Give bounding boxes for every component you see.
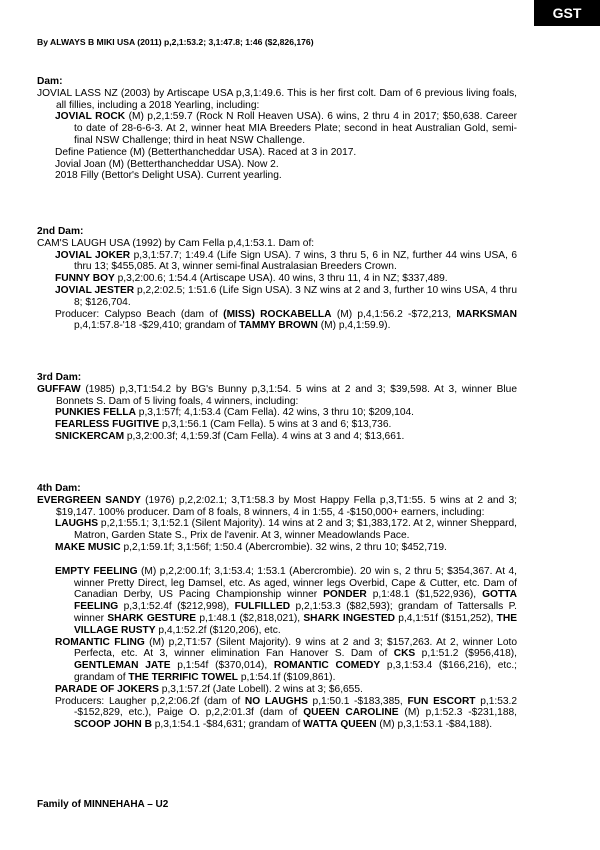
horse-name: (MISS) ROCKABELLA <box>223 308 332 320</box>
horse-name: QUEEN CAROLINE <box>303 707 399 719</box>
horse-name: THE TERRIFIC TOWEL <box>128 671 238 683</box>
second-dam-heading: 2nd Dam: <box>37 226 84 237</box>
third-dam-heading: 3rd Dam: <box>37 372 82 383</box>
dam-entry <box>37 285 517 309</box>
horse-name: PUNKIES FELLA <box>55 407 136 419</box>
producer-entry <box>37 309 517 333</box>
entry-text: p,1:48.1 ($2,818,021), <box>196 612 304 624</box>
horse-name: GENTLEMAN JATE <box>74 660 171 672</box>
dam-entry <box>37 684 517 696</box>
horse-name: MAKE MUSIC <box>55 541 121 553</box>
dam-entry <box>37 407 517 419</box>
dam-section <box>37 76 517 182</box>
dam-entry <box>37 566 517 637</box>
horse-name: SCOOP JOHN B <box>74 719 152 731</box>
entry-text: p,4,1:57.8-'18 -$29,410; grandam of <box>74 320 240 332</box>
entry-text: (M) p,2,T1:57 (Silent Majority). 9 wins at 2 and 3; $157,263. At 2, winner Loto Perfecta, etc. At 3, winner elimination Fan Hanover S. Dam of <box>74 636 517 660</box>
entry-text: (M) p,2,1:59.7 (Rock N Roll Heaven USA). 6 wins, 2 thru 4 in 2017; $50,638. Career to date of 28-6-6-3. At 2, winner heat MIA Breeders Plate; second in heat Australian Gold, semi-final NSW Challenge; third in heat NSW Challenge. <box>74 111 518 146</box>
dam-entry <box>37 250 517 274</box>
dam-entry <box>37 419 517 431</box>
entry-text: p,3,1:56.1 (Cam Fella). 5 wins at 3 and 6; $13,736. <box>159 419 392 431</box>
entry-text: (1985) p,3,T1:54.2 by BG's Bunny p,3,1:54. 5 wins at 2 and 3; $39,598. At 3, winner Blue Bonnets S. Dam of 5 living foals, 4 winners, including: <box>56 383 517 407</box>
entry-text: p,1:54.1f ($109,861). <box>237 671 336 683</box>
horse-name: MARKSMAN <box>456 308 517 320</box>
horse-name: FUNNY BOY <box>55 273 115 285</box>
dam-entry <box>37 273 517 285</box>
horse-name: LAUGHS <box>55 518 99 530</box>
horse-name: SNICKERCAM <box>55 430 125 442</box>
entry-text: p,4,1:52.2f ($120,206), etc. <box>155 624 281 636</box>
page-tag: GST <box>534 0 600 26</box>
horse-name: PONDER <box>323 589 367 601</box>
third-dam-section <box>37 372 517 443</box>
dam-entry: Define Patience (M) (Betterthancheddar USA). Raced at 3 in 2017. <box>55 146 357 158</box>
entry-text: (M) p,4,1:59.9). <box>317 320 391 332</box>
dam-entry <box>37 431 517 443</box>
entry-text: p,3,2:00.6; 1:54.4 (Artiscape USA). 40 wins, 3 thru 11, 4 in NZ; $337,489. <box>114 273 448 285</box>
entry-text: (M) p,2,2:00.1f; 3,1:53.4; 1:53.1 (Abercrombie). 20 win s, 2 thru 5; $354,367. At 4, winner Pretty Direct, leg Damsel, etc. As aged, winner legs Overbid, Cape & Cutter, etc. Dam of Canadian Derby, US Pacing Championship winner <box>74 565 518 601</box>
horse-name: GUFFAW <box>37 383 81 395</box>
dam-entry <box>37 542 517 554</box>
entry-text: p,1:54f ($370,014), <box>170 660 274 672</box>
entry-text: (M) p,4,1:56.2 -$72,213, <box>331 308 457 320</box>
dam-entry <box>37 111 517 146</box>
entry-text: p,1:53.2 -$152,829, etc.), Paige O. p,2,2:01.3f (dam of <box>74 695 518 719</box>
entry-text: Producer: Calypso Beach (dam of <box>55 308 224 320</box>
horse-name: WATTA QUEEN <box>303 719 377 731</box>
entry-text: (1976) p,2,2:02.1; 3,T1:58.3 by Most Happy Fella p,3,T1:55. 5 wins at 2 and 3; $19,147. 100% producer. Dam of 8 foals, 8 winners, 4 in 1:55, 4 -$150,000+ earners, including: <box>56 494 517 518</box>
entry-text: p,3,2:00.3f; 4,1:59.3f (Cam Fella). 4 wins at 3 and 4; $13,661. <box>124 430 405 442</box>
entry-text: p,4,1:51f ($151,252), <box>394 612 497 624</box>
dam-heading: Dam: <box>37 76 63 87</box>
dam-entry: Jovial Joan (M) (Betterthancheddar USA). Now 2. <box>55 158 279 170</box>
entry-text: p,2,1:55.1; 3,1:52.1 (Silent Majority). 14 wins at 2 and 3; $1,383,172. At 2, winner Sheppard, Matron, Garden State S., Prix de l'avenir. At 3, winner Meadowlands Pace. <box>74 518 517 542</box>
producer-entry <box>37 696 517 731</box>
fourth-dam-heading: 4th Dam: <box>37 483 81 494</box>
horse-name: SHARK GESTURE <box>107 612 197 624</box>
dam-entry <box>37 637 517 684</box>
entry-text: p,2,1:59.1f; 3,1:56f; 1:50.4 (Abercrombie). 32 wins, 2 thru 10; $452,719. <box>120 541 447 553</box>
horse-name: ROMANTIC FLING <box>55 636 145 648</box>
fourth-dam-lead <box>37 495 517 519</box>
horse-name: NO LAUGHS <box>244 695 308 707</box>
entry-text: p,3,1:54.1 -$84,631; grandam of <box>151 719 304 731</box>
horse-name: ROMANTIC COMEDY <box>273 660 381 672</box>
entry-text: p,3,1:57.2f (Jate Lobell). 2 wins at 3; $6,655. <box>158 683 363 695</box>
entry-text: p,2,2:02.5; 1:51.6 (Life Sign USA). 3 NZ wins at 2 and 3, further 10 wins USA, 4 thru 8; $126,704. <box>74 284 517 308</box>
second-dam-section <box>37 226 517 332</box>
horse-name: SHARK INGESTED <box>303 612 395 624</box>
entry-text: p,2,1:53.3 ($82,593); grandam of Tattersalls P. winner <box>74 601 517 624</box>
horse-name: CKS <box>393 648 416 660</box>
second-dam-lead: CAM'S LAUGH USA (1992) by Cam Fella p,4,1:53.1. Dam of: <box>37 237 315 249</box>
dam-lead: JOVIAL LASS NZ (2003) by Artiscape USA p,3,1:49.6. This is her first colt. Dam of 6 previous living foals, all fillies, including a 2018 Yearling, including: <box>37 87 517 111</box>
horse-name: GOTTA FEELING <box>74 589 517 613</box>
horse-name: EMPTY FEELING <box>55 565 138 577</box>
entry-text: p,3,1:57.7; 1:49.4 (Life Sign USA). 7 wins, 3 thru 5, 6 in NZ, further 44 wins USA, 6 thru 13; $455,085. At 3, winner semi-final Australasian Breeders Crown. <box>74 249 517 273</box>
horse-name: FEARLESS FUGITIVE <box>55 419 160 431</box>
horse-name: PARADE OF JOKERS <box>55 683 159 695</box>
family-footer: Family of MINNEHAHA – U2 <box>37 799 169 810</box>
fourth-dam-section <box>37 483 517 731</box>
entry-text: (M) p,3,1:53.1 -$84,188). <box>376 719 493 731</box>
horse-name: JOVIAL JOKER <box>55 249 131 261</box>
horse-name: THE VILLAGE RUSTY <box>74 612 517 636</box>
horse-name: JOVIAL ROCK <box>55 111 126 123</box>
entry-text: p,3,1:53.4 ($166,216), etc.; grandam of <box>74 660 517 683</box>
dam-entry <box>37 518 517 542</box>
entry-text: p,1:50.1 -$183,385, <box>307 695 408 707</box>
horse-name: JOVIAL JESTER <box>55 284 135 296</box>
horse-name: FUN ESCORT <box>407 695 476 707</box>
entry-text: p,1:51.2 ($956,418), <box>415 648 517 660</box>
third-dam-lead <box>37 384 517 408</box>
horse-name: EVERGREEN SANDY <box>37 494 141 506</box>
entry-text: p,3,1:52.4f ($212,998), <box>118 601 235 613</box>
sire-line: By ALWAYS B MIKI USA (2011) p,2,1:53.2; 3,1:47.8; 1:46 ($2,826,176) <box>37 37 314 47</box>
entry-text: p,1:48.1 ($1,522,936), <box>366 589 483 601</box>
horse-name: TAMMY BROWN <box>239 320 318 332</box>
dam-entry: 2018 Filly (Bettor's Delight USA). Current yearling. <box>55 170 282 182</box>
entry-text: Producers: Laugher p,2,2:06.2f (dam of <box>55 695 245 707</box>
entry-text: (M) p,1:52.3 -$231,188, <box>398 707 518 719</box>
entry-text: p,3,1:57f; 4,1:53.4 (Cam Fella). 42 wins, 3 thru 10; $209,104. <box>135 407 415 419</box>
horse-name: FULFILLED <box>234 601 291 613</box>
